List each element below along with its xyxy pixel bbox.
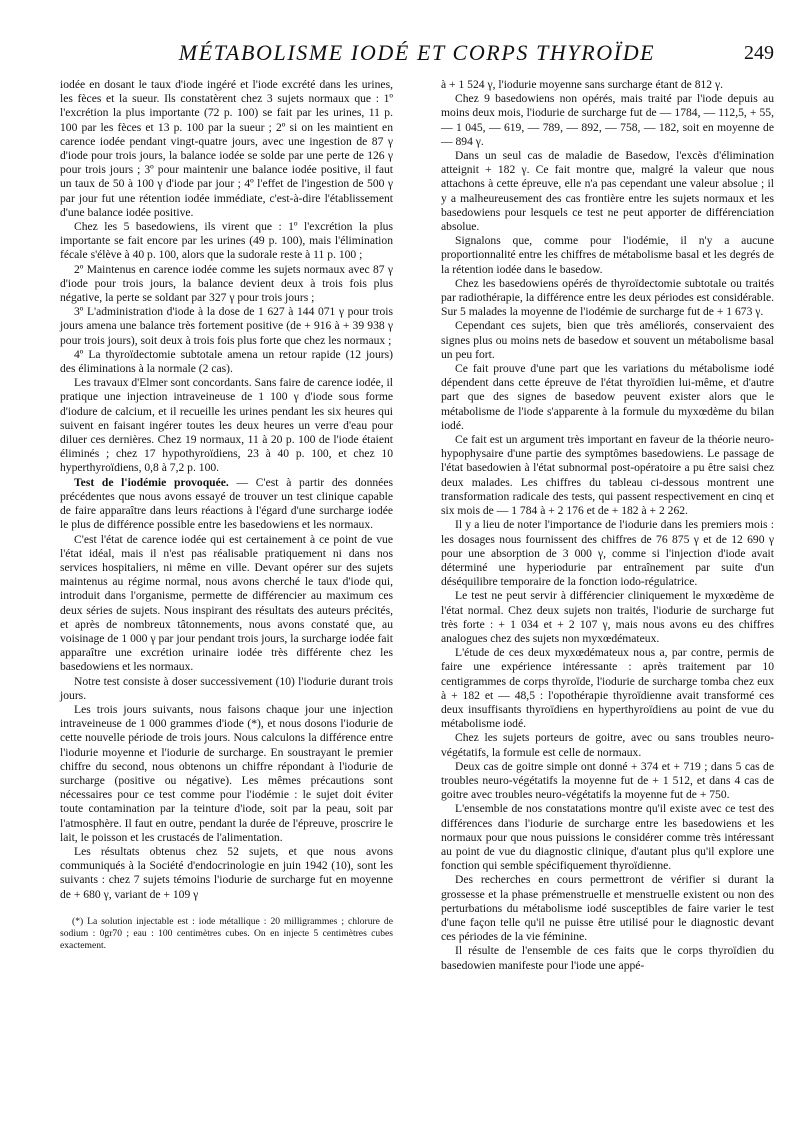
paragraph: Chez les 5 basedowiens, ils virent que : 1º l'excrétion la plus importante se fait encore par les urines (49 p. 100), mais l'élimination fécale s'élève à 40 p. 100, alors que la sudorale reste à 11 p. 100 ; <box>60 220 393 262</box>
running-header <box>60 38 774 78</box>
paragraph: Chez les basedowiens opérés de thyroïdectomie subtotale ou traités par radiothérapie, la différence entre les deux périodes est considérable. Sur 5 malades la moyenne de l'iodémie de surcharge fut de + 1 673 γ. <box>441 276 774 319</box>
paragraph: 3º L'administration d'iode à la dose de 1 627 à 144 071 γ pour trois jours amena une balance très fortement positive (de + 916 à + 39 938 γ pour trois jours), soit deux à trois fois plus forte que chez les normaux ; <box>60 305 393 347</box>
paragraph: 4º La thyroïdectomie subtotale amena un retour rapide (12 jours) des éliminations à la normale (2 cas). <box>60 347 393 376</box>
paragraph: L'étude de ces deux myxœdémateux nous a, par contre, permis de faire une expérience intéressante : après traitement par 10 centigrammes de corps thyroïde, l'iodurie de surcharge tomba chez eux à + 182 et — 48,5 : l'opothérapie thyroïdienne avait transformé ces deux insuffisants thyroïdiens en hyperthyroïdiens au point de vue du métabolisme iodé. <box>441 646 774 731</box>
section-heading: Test de l'iodémie provoquée. <box>74 475 229 489</box>
paragraph: Ce fait est un argument très important en faveur de la théorie neuro-hypophysaire d'une partie des symptômes basedowiens. Le passage de l'état basedowien à l'état subnormal post-opératoire a pu être saisi chez deux malades. Les chiffres du tableau ci-dessous montrent une transformation radicale des tests, qui passent respectivement en cinq et six mois de — 1 784 à + 2 176 et de + 182 à + 2 262. <box>441 433 774 518</box>
two-column-body <box>60 78 774 973</box>
paragraph: Ce fait prouve d'une part que les variations du métabolisme iodé dépendent dans cette épreuve de l'état thyroïdien lui-même, et d'autre part que des signes de basedow peuvent exister alors que le métabolisme de l'iode s'apparente à la formule du myxœdème du bilan iodé. <box>441 362 774 432</box>
left-column <box>60 78 393 973</box>
paragraph: L'ensemble de nos constatations montre qu'il existe avec ce test des différences dans l'iodurie de surcharge entre les basedowiens et les normaux pour que nous puissions le considérer comme très intéressant au point de vue du diagnostic clinique, d'autant plus qu'il explore une fonction qui semble spécifiquement thyroïdienne. <box>441 802 774 873</box>
section-text: — C'est à partir des données précédentes que nous avons essayé de trouver un test clinique capable de faire apparaître dans leurs réactions à l'égard d'une surcharge iodée le plus de différence possible entre les basedowiens et les normaux. <box>60 475 393 532</box>
paragraph: Notre test consiste à doser successivement (10) l'iodurie durant trois jours. <box>60 674 393 702</box>
paragraph: Chez 9 basedowiens non opérés, mais traité par l'iode depuis au moins deux mois, l'iodurie de surcharge fut de — 1784, — 112,5, + 55, — 1 045, — 619, — 789, — 892, — 758, — 182, soit en moyenne de — 894 γ. <box>441 92 774 148</box>
paragraph: Le test ne peut servir à différencier cliniquement le myxœdème de l'état normal. Chez deux sujets non traités, l'iodurie de surcharge fut très forte : + 1 034 et + 2 107 γ, mais nous avons eu des chiffres analogues chez des sujets non myxœdémateux. <box>441 589 774 645</box>
footnote-text: (*) La solution injectable est : iode métallique : 20 milligrammes ; chlorure de sodium : 0gr70 ; eau : 100 centimètres cubes. On en injecte 5 centimètres cubes exactement. <box>60 915 393 951</box>
right-column <box>441 78 774 973</box>
paragraph: 2º Maintenus en carence iodée comme les sujets normaux avec 87 γ d'iode pour trois jours, la balance devient deux à trois fois plus négative, la perte se soldant par 327 γ pour trois jours ; <box>60 262 393 305</box>
paragraph: Il y a lieu de noter l'importance de l'iodurie dans les premiers mois : les dosages nous fournissent des chiffres de 76 875 γ et de 12 690 γ pour une absorption de 3 000 γ, comme si l'injection d'iode avait déterminé une hyperiodurie par entraînement par suite d'un déséquilibre temporaire de la fonction iodo-régulatrice. <box>441 518 774 589</box>
paragraph: Des recherches en cours permettront de vérifier si durant la grossesse et la phase prémenstruelle et menstruelle existent ou non des perturbations du métabolisme iodé susceptibles de faire varier le test d'une façon telle qu'il ne puisse être utilisé pour le diagnostic devant ces périodes de la vie féminine. <box>441 873 774 944</box>
paragraph: Les résultats obtenus chez 52 sujets, et que nous avons communiqués à la Société d'endocrinologie en juin 1942 (10), sont les suivants : chez 7 sujets témoins l'iodurie de surcharge fut en moyenne de + 680 γ, variant de + 109 γ <box>60 844 393 901</box>
paragraph: iodée en dosant le taux d'iode ingéré et l'iode excrété dans les urines, les fèces et la sueur. Ils constatèrent chez 3 sujets normaux que : 1º l'excrétion la plus importante (72 p. 100) se fait par les urines, 11 p. 100 par les fèces et 13 p. 100 par la sueur ; 2º si on les maintient en carence iodée pendant vingt-quatre jours, avec une ingestion de 87 γ d'iode pour trois jours, la balance iodée se solde par une perte de 126 γ pour trois jours ; 3º pour maintenir une balance iodée positive, il faut un taux de 50 à 100 γ d'iode par jour ; 4º l'effet de l'ingestion de 500 γ par jour fut une rétention iodée immédiate, c'est-à-dire l'établissement d'une balance iodée positive. <box>60 78 393 219</box>
paragraph: Les trois jours suivants, nous faisons chaque jour une injection intraveineuse de 1 000 grammes d'iode (*), et nous dosons l'iodurie de cette nouvelle période de trois jours. Nous calculons la différence entre l'iodurie moyenne et l'iodurie de surcharge. En soustrayant le premier chiffre du second, nous obtenons un chiffre répondant à l'iodurie de surcharge (positive ou négative). Les mêmes précautions sont nécessaires pour ce test comme pour l'iodémie : le sujet doit éviter toute contamination par la teinture d'iode, soit par la peau, soit par l'atmosphère. Il faut en outre, pendant la durée de l'épreuve, proscrire le lait, le poisson et les crustacés de l'alimentation. <box>60 702 393 844</box>
running-title: MÉTABOLISME IODÉ ET CORPS THYROÏDE <box>178 40 656 65</box>
section-paragraph <box>60 476 393 533</box>
paragraph: Chez les sujets porteurs de goitre, avec ou sans troubles neuro-végétatifs, la formule est celle de normaux. <box>441 731 774 759</box>
paragraph: Deux cas de goitre simple ont donné + 374 et + 719 ; dans 5 cas de troubles neuro-végétatifs la moyenne fut de + 1 512, et dans 4 cas de goitre avec troubles neuro-végétatifs la moyenne fut de + 750. <box>441 759 774 802</box>
paragraph: Dans un seul cas de maladie de Basedow, l'excès d'élimination atteignit + 182 γ. Ce fait montre que, malgré la valeur que nous attachons à cette épreuve, elle n'a pas cependant une valeur absolue ; il y a malheureusement des cas frontière entre les sujets normaux et les basedowiens pour lesquels ce test ne peut apporter de différenciation absolue. <box>441 149 774 234</box>
paragraph: Cependant ces sujets, bien que très améliorés, conservaient des signes plus ou moins nets de basedow et souvent un métabolisme basal un peu fort. <box>441 319 774 361</box>
page-number: 249 <box>744 42 774 64</box>
footnote <box>60 916 393 952</box>
paragraph: Les travaux d'Elmer sont concordants. Sans faire de carence iodée, il pratique une injection intraveineuse de 1 100 γ d'iode sous forme d'iodure de calcium, et il recueille les urines pendant les six heures qui suivent en faisant ingérer toutes les deux heures un verre d'eau pour diluer ces dernières. Chez 19 normaux, 11 à 20 p. 100 de l'iode étaient éliminés ; chez 17 hypothyroïdiens, 23 à 40 p. 100, et chez 10 hyperthyroïdiens, 0,8 à 7,2 p. 100. <box>60 376 393 475</box>
paragraph: à + 1 524 γ, l'iodurie moyenne sans surcharge étant de 812 γ. <box>441 78 724 91</box>
paragraph: Il résulte de l'ensemble de ces faits que le corps thyroïdien du basedowien manifeste pour l'iode une appé- <box>441 944 774 972</box>
paragraph: C'est l'état de carence iodée qui est certainement à ce point de vue l'état idéal, mais il n'est pas réalisable pratiquement ni dans nos services hospitaliers, ni même en ville. Devant opérer sur des sujets maintenus au régime normal, nous avons cherché le taux d'iode qui, introduit dans l'organisme, permette de différencier au maximum ces deux séries de sujets. Nous inspirant des résultats des auteurs précités, et après de nombreux tâtonnements, nous avons constaté que, au voisinage de 1 000 γ par jour pendant trois jours, la surcharge iodée fait apparaître une excrétion urinaire iodée très différente chez les basedowiens et les normaux. <box>60 532 393 674</box>
paragraph: Signalons que, comme pour l'iodémie, il n'y a aucune proportionnalité entre les chiffres de métabolisme basal et les degrés de la rétention iodée dans le basedow. <box>441 234 774 276</box>
